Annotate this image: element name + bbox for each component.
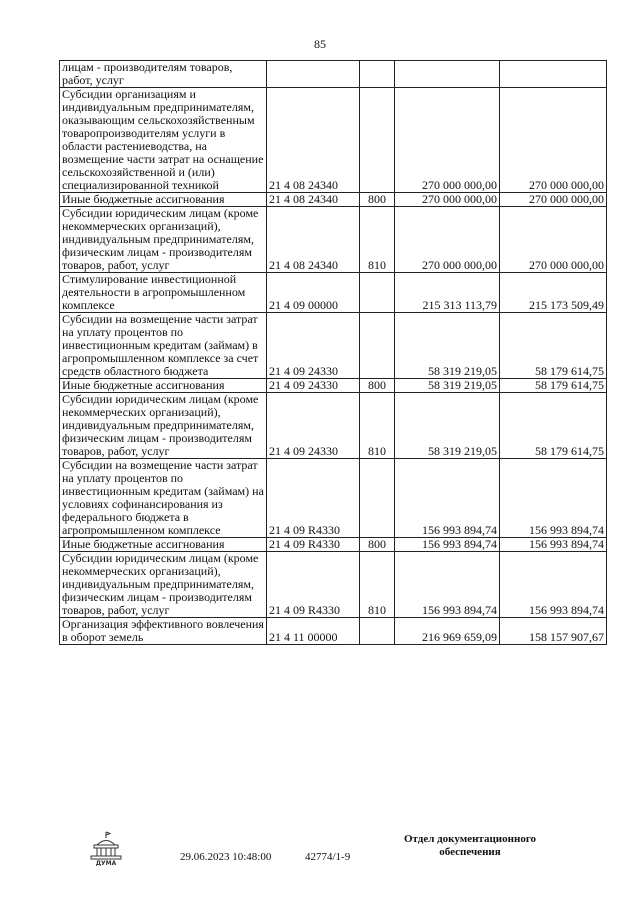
row-sum-year-1 [395, 61, 500, 88]
row-sum-year-2: 158 157 907,67 [500, 618, 607, 645]
table-row [60, 552, 607, 618]
row-sum-year-2: 215 173 509,49 [500, 273, 607, 313]
row-code: 21 4 09 00000 [267, 273, 360, 313]
row-sum-year-1: 58 319 219,05 [395, 393, 500, 459]
row-name: Иные бюджетные ассигнования [60, 193, 267, 207]
row-code: 21 4 09 R4330 [267, 459, 360, 538]
row-sum-year-1: 270 000 000,00 [395, 88, 500, 193]
table-row [60, 379, 607, 393]
row-expense-type [360, 459, 395, 538]
budget-table [59, 60, 607, 645]
row-expense-type [360, 313, 395, 379]
row-sum-year-2: 270 000 000,00 [500, 88, 607, 193]
row-name: Субсидии юридическим лицам (кроме некоммерческих организаций), индивидуальным предпринимателям, физическим лицам - производителям товаров, работ, услуг [60, 552, 267, 618]
row-code: 21 4 11 00000 [267, 618, 360, 645]
row-code: 21 4 08 24340 [267, 193, 360, 207]
budget-table-body [60, 61, 607, 645]
footer-doc-number: 42774/1-9 [305, 851, 351, 863]
row-sum-year-1: 156 993 894,74 [395, 459, 500, 538]
table-row [60, 273, 607, 313]
row-sum-year-2: 156 993 894,74 [500, 538, 607, 552]
row-expense-type [360, 618, 395, 645]
row-sum-year-1: 270 000 000,00 [395, 193, 500, 207]
row-code [267, 61, 360, 88]
row-code: 21 4 09 24330 [267, 379, 360, 393]
page-number: 85 [314, 37, 326, 51]
duma-logo-text: ДУМА [95, 860, 117, 867]
row-sum-year-2: 58 179 614,75 [500, 313, 607, 379]
row-name: Субсидии юридическим лицам (кроме некоммерческих организаций), индивидуальным предпринимателям, физическим лицам - производителям товаров, работ, услуг [60, 393, 267, 459]
row-name: Иные бюджетные ассигнования [60, 538, 267, 552]
table-row [60, 459, 607, 538]
row-expense-type [360, 273, 395, 313]
row-code: 21 4 09 24330 [267, 393, 360, 459]
row-expense-type: 810 [360, 393, 395, 459]
row-name: Иные бюджетные ассигнования [60, 379, 267, 393]
table-row [60, 207, 607, 273]
duma-logo [86, 831, 126, 867]
row-expense-type: 800 [360, 379, 395, 393]
row-expense-type: 810 [360, 207, 395, 273]
row-sum-year-2: 270 000 000,00 [500, 193, 607, 207]
row-sum-year-1: 156 993 894,74 [395, 552, 500, 618]
row-expense-type: 800 [360, 538, 395, 552]
table-row [60, 88, 607, 193]
table-row [60, 193, 607, 207]
row-name: Субсидии юридическим лицам (кроме некоммерческих организаций), индивидуальным предпринимателям, физическим лицам - производителям товаров, работ, услуг [60, 207, 267, 273]
row-code: 21 4 09 R4330 [267, 538, 360, 552]
table-row [60, 393, 607, 459]
row-sum-year-2: 58 179 614,75 [500, 393, 607, 459]
row-expense-type [360, 88, 395, 193]
footer-datetime: 29.06.2023 10:48:00 [180, 851, 272, 863]
row-code: 21 4 09 R4330 [267, 552, 360, 618]
row-expense-type: 800 [360, 193, 395, 207]
table-row [60, 538, 607, 552]
row-name: Организация эффективного вовлечения в оборот земель [60, 618, 267, 645]
row-sum-year-1: 58 319 219,05 [395, 313, 500, 379]
row-sum-year-2: 270 000 000,00 [500, 207, 607, 273]
row-expense-type [360, 61, 395, 88]
footer-department: Отдел документационного обеспечения [403, 833, 537, 858]
row-sum-year-1: 215 313 113,79 [395, 273, 500, 313]
row-name: Субсидии организациям и индивидуальным предпринимателям, оказывающим сельскохозяйственным товаропроизводителям услуги в области растениеводства, на возмещение части затрат на оснащение сельскохозяйственной и (или) специализированной техникой [60, 88, 267, 193]
row-sum-year-2: 58 179 614,75 [500, 379, 607, 393]
row-sum-year-1: 58 319 219,05 [395, 379, 500, 393]
row-name: лицам - производителям товаров, работ, услуг [60, 61, 267, 88]
row-sum-year-2 [500, 61, 607, 88]
table-row [60, 313, 607, 379]
row-sum-year-2: 156 993 894,74 [500, 459, 607, 538]
row-sum-year-2: 156 993 894,74 [500, 552, 607, 618]
row-sum-year-1: 156 993 894,74 [395, 538, 500, 552]
table-row [60, 618, 607, 645]
table-row [60, 61, 607, 88]
row-name: Субсидии на возмещение части затрат на уплату процентов по инвестиционным кредитам (займам) в агропромышленном комплексе за счет средств областного бюджета [60, 313, 267, 379]
row-name: Стимулирование инвестиционной деятельности в агропромышленном комплексе [60, 273, 267, 313]
row-name: Субсидии на возмещение части затрат на уплату процентов по инвестиционным кредитам (займам) на условиях софинансирования из федерального бюджета в агропромышленном комплексе [60, 459, 267, 538]
row-code: 21 4 08 24340 [267, 88, 360, 193]
row-sum-year-1: 216 969 659,09 [395, 618, 500, 645]
row-sum-year-1: 270 000 000,00 [395, 207, 500, 273]
row-expense-type: 810 [360, 552, 395, 618]
row-code: 21 4 09 24330 [267, 313, 360, 379]
row-code: 21 4 08 24340 [267, 207, 360, 273]
